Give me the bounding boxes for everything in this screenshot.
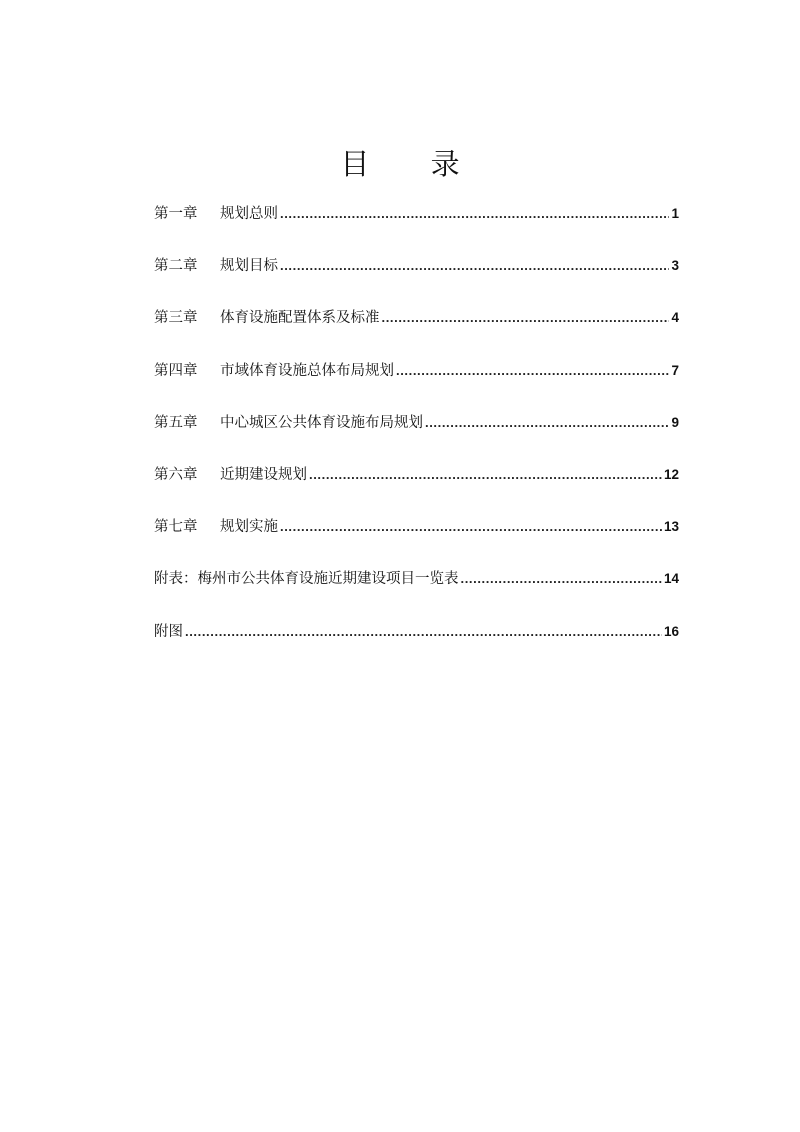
dot-leader bbox=[425, 409, 669, 437]
page-number: 4 bbox=[671, 310, 679, 326]
page-number: 7 bbox=[671, 362, 679, 378]
toc-entry-5[interactable] bbox=[154, 409, 679, 461]
toc-entry-6[interactable] bbox=[154, 461, 679, 513]
dot-leader bbox=[396, 357, 669, 385]
chapter-title: 规划实施 bbox=[220, 519, 278, 536]
chapter-title: 规划目标 bbox=[220, 258, 278, 275]
toc-title: 目 录 bbox=[340, 147, 486, 181]
dot-leader bbox=[309, 461, 662, 489]
chapter-number: 第六章 bbox=[154, 466, 198, 483]
toc-entry-1[interactable] bbox=[154, 200, 679, 252]
appendix-title: 附图 bbox=[154, 623, 183, 640]
toc-entry-2[interactable] bbox=[154, 252, 679, 304]
chapter-title: 中心城区公共体育设施布局规划 bbox=[220, 414, 423, 431]
page-number: 1 bbox=[671, 206, 679, 221]
chapter-number: 第三章 bbox=[154, 310, 198, 327]
chapter-number: 第二章 bbox=[154, 258, 198, 275]
chapter-title: 规划总则 bbox=[220, 206, 278, 222]
dot-leader bbox=[280, 252, 669, 280]
chapter-title: 市域体育设施总体布局规划 bbox=[220, 362, 394, 379]
appendix-title: 附表：梅州市公共体育设施近期建设项目一览表 bbox=[154, 571, 459, 588]
chapter-number: 第七章 bbox=[154, 519, 198, 536]
toc-list bbox=[154, 200, 679, 670]
toc-entry-7[interactable] bbox=[154, 513, 679, 565]
page-number: 13 bbox=[663, 519, 679, 535]
dot-leader bbox=[280, 200, 669, 228]
chapter-title: 近期建设规划 bbox=[220, 466, 307, 483]
chapter-title: 体育设施配置体系及标准 bbox=[220, 310, 380, 327]
toc-entry-appendix-table[interactable] bbox=[154, 565, 679, 617]
page-number: 14 bbox=[663, 571, 679, 587]
page-number: 16 bbox=[663, 623, 679, 639]
page-number: 9 bbox=[671, 414, 679, 430]
dot-leader bbox=[382, 304, 670, 332]
toc-entry-appendix-figures[interactable] bbox=[154, 618, 679, 670]
chapter-number: 第四章 bbox=[154, 362, 198, 379]
chapter-number: 第一章 bbox=[154, 206, 198, 222]
dot-leader bbox=[461, 565, 662, 593]
chapter-number: 第五章 bbox=[154, 414, 198, 431]
dot-leader bbox=[280, 513, 662, 541]
toc-entry-3[interactable] bbox=[154, 304, 679, 356]
dot-leader bbox=[185, 618, 662, 646]
page-number: 3 bbox=[671, 258, 679, 274]
page-number: 12 bbox=[663, 466, 679, 482]
toc-entry-4[interactable] bbox=[154, 357, 679, 409]
